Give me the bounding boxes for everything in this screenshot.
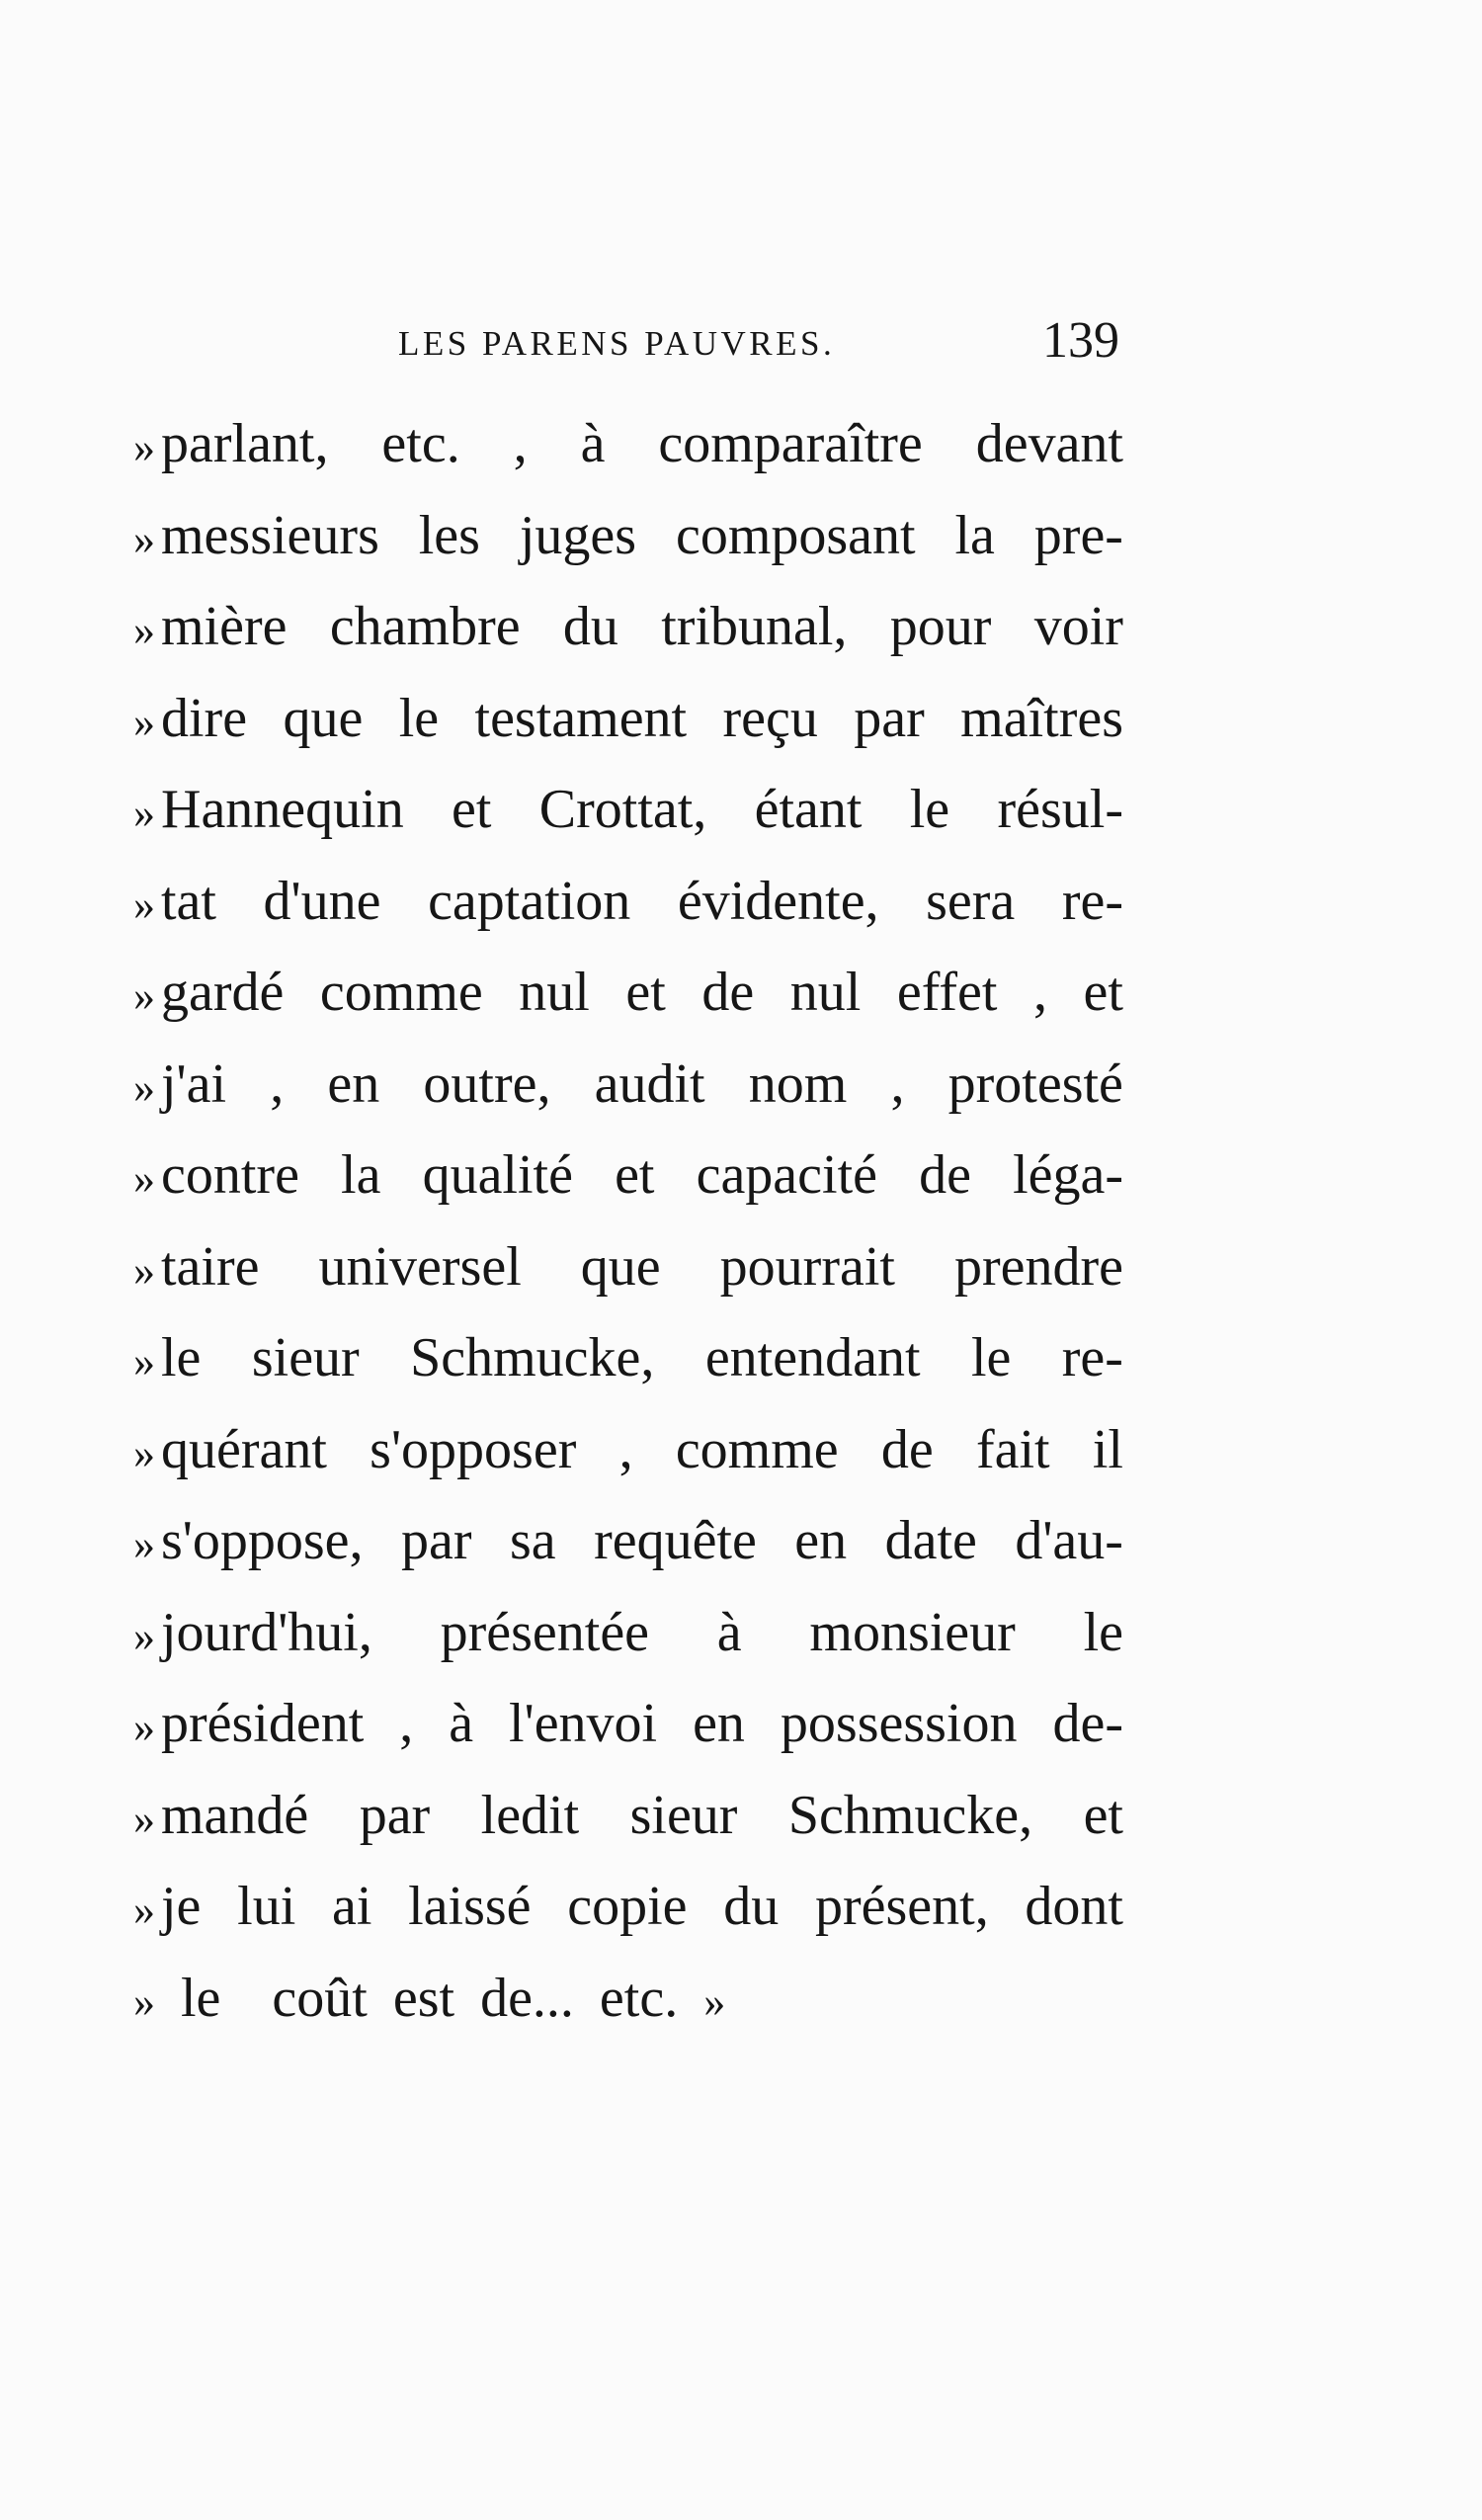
word: Hannequin	[161, 779, 404, 840]
line-start	[133, 1039, 226, 1134]
word: le	[909, 779, 950, 840]
word: ,	[618, 1418, 633, 1480]
word: le	[181, 1967, 221, 2029]
word: les	[418, 504, 480, 566]
text-line	[133, 673, 1123, 765]
word: de-	[1052, 1693, 1123, 1754]
word: sieur	[629, 1784, 738, 1846]
word: tat	[161, 870, 216, 932]
word: en	[794, 1510, 848, 1571]
word: mière	[161, 596, 288, 657]
page-number: 139	[1042, 312, 1119, 369]
closing-guillemet: »	[703, 1976, 726, 2026]
word: par	[854, 687, 925, 749]
word: du	[562, 596, 618, 657]
word: étant	[754, 779, 863, 840]
guillemet-mark: »	[133, 1976, 155, 2026]
word: voir	[1033, 596, 1123, 657]
text-line	[133, 1587, 1123, 1679]
word: Crottat,	[538, 779, 707, 840]
word: le	[970, 1327, 1012, 1388]
word: maîtres	[960, 687, 1123, 749]
guillemet-mark: »	[133, 880, 155, 929]
line-start	[133, 1861, 201, 1957]
line-start	[133, 856, 216, 952]
word: composant	[675, 504, 916, 566]
word: par	[400, 1510, 472, 1571]
line-start	[133, 1770, 308, 1866]
word: le	[1083, 1601, 1123, 1663]
guillemet-mark: »	[133, 1611, 155, 1660]
word: le	[398, 687, 440, 749]
guillemet-mark: »	[133, 1154, 155, 1203]
text-line	[133, 1953, 1123, 2045]
word: et	[1083, 962, 1123, 1023]
word: comparaître	[658, 413, 923, 474]
word: sieur	[251, 1327, 360, 1388]
word: dire	[161, 687, 248, 749]
word: contre	[161, 1144, 299, 1206]
word: chambre	[329, 596, 521, 657]
text-line	[133, 764, 1123, 856]
guillemet-mark: »	[133, 1428, 155, 1477]
line-start	[133, 1404, 327, 1500]
word: à	[449, 1693, 474, 1754]
word: ,	[399, 1693, 414, 1754]
word: que	[580, 1235, 661, 1298]
word: juges	[519, 504, 637, 566]
word: re-	[1061, 1327, 1123, 1388]
word: en	[693, 1693, 745, 1754]
word: d'une	[263, 870, 381, 932]
word: reçu	[722, 687, 818, 749]
word: résul-	[997, 779, 1123, 840]
guillemet-mark: »	[133, 1337, 155, 1386]
word: ,	[1032, 962, 1047, 1023]
word: et	[615, 1144, 655, 1206]
guillemet-mark: »	[133, 1886, 155, 1934]
word: de	[701, 962, 755, 1023]
body-text	[133, 398, 1123, 2044]
word: sera	[926, 870, 1016, 932]
text-line	[133, 1678, 1123, 1770]
word: etc.	[599, 1967, 679, 2029]
text-line	[133, 490, 1123, 582]
line-start	[133, 1221, 259, 1317]
word: présent,	[814, 1876, 989, 1937]
guillemet-mark: »	[133, 1245, 155, 1295]
word: et	[625, 962, 666, 1023]
word: qualité	[422, 1144, 573, 1206]
guillemet-mark: »	[133, 423, 155, 471]
running-title: LES PARENS PAUVRES.	[398, 324, 836, 363]
word: protesté	[947, 1052, 1123, 1115]
word: devant	[975, 413, 1123, 474]
word: présentée	[440, 1601, 650, 1663]
page-header	[0, 314, 1482, 374]
word: pre-	[1033, 504, 1123, 566]
word: nom	[748, 1052, 848, 1115]
word: il	[1092, 1418, 1123, 1480]
word: dont	[1025, 1876, 1123, 1937]
word: pourrait	[719, 1235, 895, 1298]
word: etc.	[381, 413, 460, 474]
text-line	[133, 1404, 1123, 1496]
word: l'envoi	[509, 1693, 658, 1754]
text-line	[133, 1221, 1123, 1313]
word: taire	[161, 1235, 260, 1298]
guillemet-mark: »	[133, 1062, 155, 1112]
word: comme	[675, 1418, 839, 1480]
word: j'ai	[161, 1052, 227, 1115]
word: date	[884, 1510, 977, 1571]
word: je	[161, 1876, 202, 1937]
word: nul	[789, 962, 862, 1023]
word: possession	[780, 1693, 1018, 1754]
line-start	[133, 398, 328, 494]
word: lui	[237, 1876, 296, 1937]
word: copie	[567, 1876, 688, 1937]
guillemet-mark: »	[133, 1794, 155, 1843]
word: requête	[594, 1510, 757, 1571]
text-line	[133, 1861, 1123, 1953]
line-start	[133, 1312, 201, 1408]
text-line	[133, 1495, 1123, 1587]
guillemet-mark: »	[133, 971, 155, 1020]
word: de...	[480, 1967, 574, 2029]
word: comme	[319, 962, 483, 1023]
text-line	[133, 1770, 1123, 1862]
text-line	[133, 398, 1123, 490]
word: par	[359, 1784, 431, 1846]
word: la	[341, 1144, 381, 1206]
text-line	[133, 1312, 1123, 1404]
word: entendant	[704, 1327, 921, 1388]
guillemet-mark: »	[133, 606, 155, 654]
line-start	[133, 1130, 299, 1225]
word: ,	[890, 1052, 905, 1115]
word: évidente,	[677, 870, 879, 932]
word: tribunal,	[661, 596, 848, 657]
guillemet-mark: »	[133, 789, 155, 837]
line-start	[133, 673, 247, 769]
word: Schmucke,	[787, 1784, 1033, 1846]
guillemet-mark: »	[133, 697, 155, 746]
word: nul	[519, 962, 590, 1023]
word: le	[161, 1327, 202, 1388]
word: universel	[318, 1235, 522, 1298]
word: effet	[896, 962, 998, 1023]
word: est	[392, 1967, 455, 2029]
word: à	[580, 413, 606, 474]
word: gardé	[161, 962, 285, 1023]
text-line	[133, 1039, 1123, 1131]
word: sa	[509, 1510, 556, 1571]
word: monsieur	[809, 1601, 1016, 1663]
word: ,	[270, 1052, 285, 1115]
word: pour	[889, 596, 992, 657]
word: de	[880, 1418, 934, 1480]
word: audit	[594, 1052, 705, 1115]
line-start	[133, 764, 404, 860]
text-line	[133, 1130, 1123, 1221]
line-start	[133, 1495, 364, 1591]
guillemet-mark: »	[133, 1520, 155, 1568]
word: ai	[331, 1876, 372, 1937]
line-start	[133, 947, 284, 1043]
word: et	[452, 779, 492, 840]
word: léga-	[1013, 1144, 1123, 1206]
guillemet-mark: »	[133, 514, 155, 563]
text-line	[133, 856, 1123, 948]
word: capacité	[696, 1144, 877, 1206]
word: ledit	[480, 1784, 580, 1846]
word: re-	[1061, 870, 1123, 932]
word: s'oppose,	[161, 1510, 364, 1571]
line-start	[133, 1953, 246, 2049]
word: s'opposer	[370, 1418, 577, 1480]
word: de	[919, 1144, 971, 1206]
word: à	[716, 1601, 742, 1663]
word: outre,	[423, 1052, 551, 1115]
word: président	[161, 1693, 365, 1754]
word: jourd'hui,	[161, 1601, 372, 1663]
word: en	[327, 1052, 380, 1115]
word: parlant,	[161, 413, 329, 474]
word: du	[723, 1876, 780, 1937]
word: messieurs	[161, 504, 379, 566]
word: coût	[272, 1967, 368, 2029]
text-line	[133, 581, 1123, 673]
line-start	[133, 490, 379, 586]
word: quérant	[161, 1418, 327, 1480]
word: mandé	[161, 1784, 309, 1846]
word: la	[954, 504, 995, 566]
line-start	[133, 1678, 364, 1774]
word: ,	[513, 413, 528, 474]
word: Schmucke,	[410, 1327, 655, 1388]
word: que	[283, 687, 364, 749]
guillemet-mark: »	[133, 1703, 155, 1751]
word: fait	[975, 1418, 1050, 1480]
line-start	[133, 581, 287, 677]
line-start	[133, 1587, 372, 1683]
text-line	[133, 947, 1123, 1039]
word: captation	[428, 870, 631, 932]
word: et	[1083, 1784, 1123, 1846]
word: testament	[474, 687, 688, 749]
word: laissé	[408, 1876, 532, 1937]
word: d'au-	[1015, 1510, 1123, 1571]
word: prendre	[953, 1235, 1123, 1298]
